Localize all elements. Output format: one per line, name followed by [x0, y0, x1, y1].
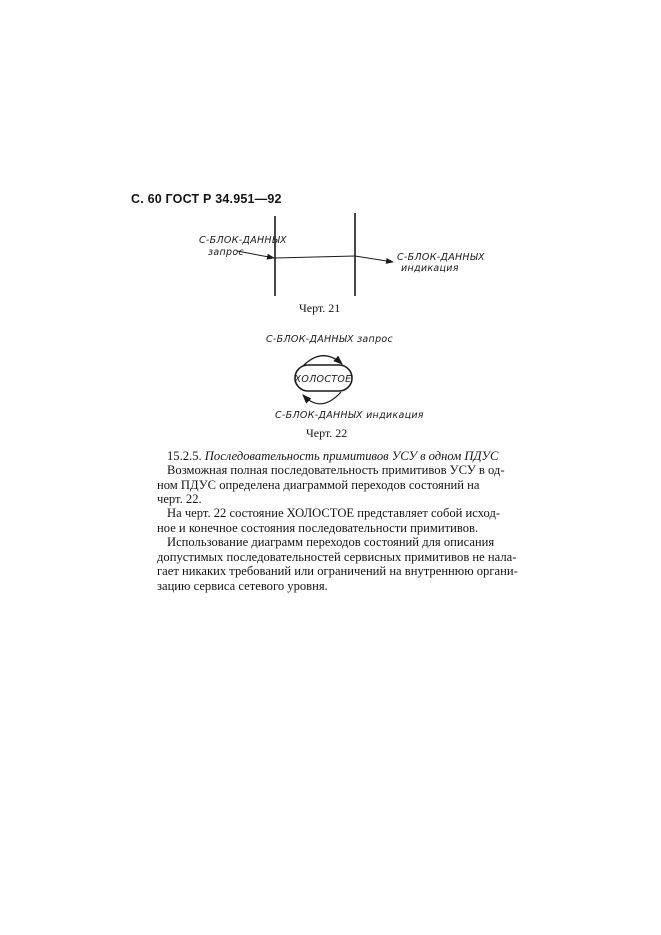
bottom-transition-arc	[303, 392, 341, 404]
paragraph-1	[157, 463, 527, 507]
section-heading	[157, 449, 527, 464]
paragraph-3-line: допустимых последовательностей сервисных примитивов не нала-	[157, 549, 517, 564]
fig21-left-label-line2: запрос	[208, 247, 244, 258]
paragraph-2-line: На черт. 22 состояние ХОЛОСТОЕ представляет собой исход-	[167, 506, 501, 520]
paragraph-3-line: Использование диаграмм переходов состояний для описания	[167, 535, 495, 549]
paragraph-3-line: гает никаких требований или ограничений на внутреннюю органи-	[157, 564, 518, 578]
figure-21-caption: Черт. 21	[299, 301, 341, 315]
paragraph-1-line: ном ПДУС определена диаграммой переходов состояний на	[157, 477, 480, 492]
figure-22-caption: Черт. 22	[306, 426, 348, 440]
fig21-right-label-line2: индикация	[401, 263, 459, 274]
paragraph-1-line: черт. 22.	[157, 492, 202, 506]
paragraph-2-line: ное и конечное состояния последовательности примитивов.	[157, 520, 479, 535]
paragraph-1-line: Возможная полная последовательность примитивов УСУ в од-	[167, 463, 505, 477]
fig22-bottom-label: С-БЛОК-ДАННЫХ индикация	[275, 410, 424, 421]
fig21-right-label-line1: С-БЛОК-ДАННЫХ	[397, 252, 485, 263]
state-idle-label: ХОЛОСТОЕ	[294, 374, 352, 385]
fig21-left-label-line1: С-БЛОК-ДАННЫХ	[199, 235, 287, 246]
section-number: 15.2.5.	[167, 449, 202, 463]
fig22-top-label: С-БЛОК-ДАННЫХ запрос	[266, 334, 394, 345]
paragraph-3-line: зацию сервиса сетевого уровня.	[157, 578, 328, 593]
page-header: С. 60 ГОСТ Р 34.951—92	[131, 192, 282, 206]
paragraph-3	[157, 535, 527, 593]
paragraph-2	[157, 506, 527, 535]
section-title: Последовательность примитивов УСУ в одном ПДУС	[204, 449, 499, 463]
